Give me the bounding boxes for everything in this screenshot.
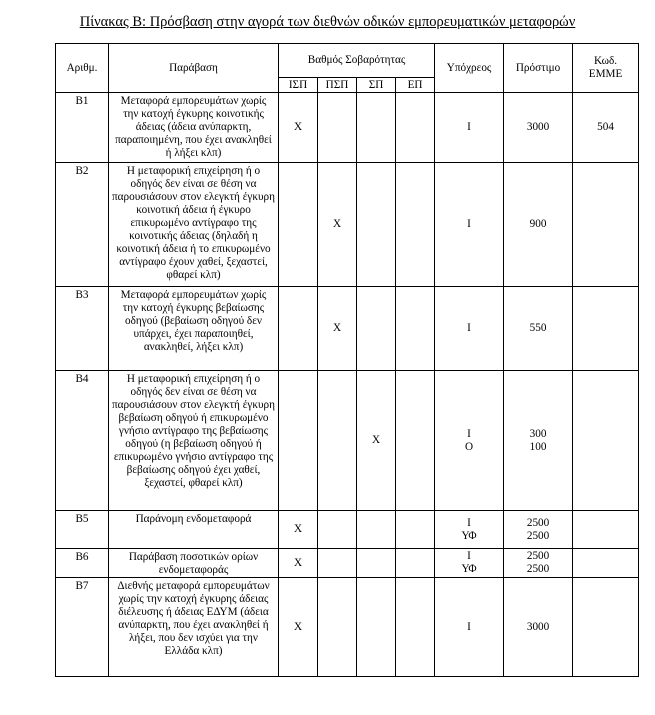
row-number: Β7	[56, 578, 109, 677]
row-violation: Διεθνής μεταφορά εμπορευμάτων χωρίς την κατοχή έγκυρης άδειας διέλευσης ή άδειας ΕΔΥΜ (άδεια ανύπαρκτη, που έχει ανακληθεί ή λήξει, που δεν ισχύει για την Ελλάδα κλπ)	[109, 578, 279, 677]
table-row	[56, 93, 639, 163]
row-fine-value: 300	[529, 427, 547, 440]
header-psp: ΠΣΠ	[318, 78, 357, 93]
row-fine-value: 3000	[526, 121, 550, 133]
row-ep-mark	[396, 511, 435, 549]
row-sp-mark	[357, 287, 396, 371]
row-number: Β6	[56, 549, 109, 578]
table-row	[56, 287, 639, 371]
row-number: Β5	[56, 511, 109, 549]
row-violation: Μεταφορά εμπορευμάτων χωρίς την κατοχή έγκυρης κοινοτικής άδειας (άδεια ανύπαρκτη, παραποιημένη, που έχει ανακληθεί ή λήξει κλπ)	[109, 93, 279, 163]
row-isp-mark	[279, 371, 318, 511]
row-fine	[504, 511, 573, 549]
header-sp: ΣΠ	[357, 78, 396, 93]
row-psp-mark	[318, 511, 357, 549]
row-psp-mark: Χ	[318, 163, 357, 287]
row-fine-value: 2500	[526, 563, 550, 575]
row-obligated	[435, 549, 504, 578]
row-ep-mark	[396, 578, 435, 677]
row-code	[573, 163, 639, 287]
header-isp: ΙΣΠ	[279, 78, 318, 93]
row-obligated	[435, 163, 504, 287]
row-fine	[504, 371, 573, 511]
table-row	[56, 371, 639, 511]
header-obligated: Υπόχρεος	[435, 44, 504, 93]
row-ep-mark	[396, 549, 435, 578]
row-fine	[504, 287, 573, 371]
row-ep-mark	[396, 93, 435, 163]
header-fine: Πρόστιμο	[504, 44, 573, 93]
row-code	[573, 371, 639, 511]
row-isp-mark: Χ	[279, 549, 318, 578]
row-code	[573, 549, 639, 578]
row-ep-mark	[396, 163, 435, 287]
document-title: Πίνακας Β: Πρόσβαση στην αγορά των διεθνών οδικών εμπορευματικών μεταφορών	[79, 14, 576, 30]
row-obligated	[435, 511, 504, 549]
row-code	[573, 578, 639, 677]
row-fine-value: 550	[529, 322, 547, 334]
header-ep: ΕΠ	[396, 78, 435, 93]
table-row	[56, 511, 639, 549]
row-psp-mark	[318, 578, 357, 677]
header-code: Κωδ. ΕΜΜΕ	[573, 44, 639, 93]
row-violation: Παράνομη ενδομεταφορά	[109, 511, 279, 549]
row-obligated-value: Ο	[465, 440, 474, 453]
row-number: Β1	[56, 93, 109, 163]
row-fine-value: 2500	[526, 529, 550, 542]
row-code	[573, 287, 639, 371]
row-isp-mark: Χ	[279, 578, 318, 677]
row-violation: Μεταφορά εμπορευμάτων χωρίς την κατοχή έγκυρης βεβαίωσης οδηγού (βεβαίωση οδηγού δεν υπάρχει, έχει παραποιηθεί, ανακληθεί, λήξει κλπ)	[109, 287, 279, 371]
row-obligated-value: Ι	[467, 516, 471, 529]
row-fine	[504, 549, 573, 578]
row-sp-mark	[357, 163, 396, 287]
row-psp-mark	[318, 371, 357, 511]
row-obligated-value: Ι	[467, 322, 471, 334]
row-psp-mark: Χ	[318, 287, 357, 371]
row-fine	[504, 578, 573, 677]
row-sp-mark	[357, 511, 396, 549]
row-sp-mark	[357, 93, 396, 163]
header-violation: Παράβαση	[109, 44, 279, 93]
row-fine	[504, 163, 573, 287]
row-sp-mark: Χ	[357, 371, 396, 511]
row-obligated-value: Ι	[467, 121, 471, 133]
row-isp-mark	[279, 163, 318, 287]
row-obligated	[435, 578, 504, 677]
row-violation: Η μεταφορική επιχείρηση ή ο οδηγός δεν είναι σε θέση να παρουσιάσουν στον ελεγκτή έγκυρη βεβαίωση οδηγού ή επικυρωμένο γνήσιο αντίγραφο της βεβαίωσης οδηγού (η βεβαίωση οδηγού ή επικυρωμένο γνήσιο αντίγραφο της βεβαίωσης οδηγού έχει χαθεί, ξεχαστεί, φθαρεί κλπ)	[109, 371, 279, 511]
row-number: Β2	[56, 163, 109, 287]
row-fine	[504, 93, 573, 163]
row-isp-mark: Χ	[279, 93, 318, 163]
row-obligated-value: ΥΦ	[461, 529, 477, 542]
row-obligated	[435, 93, 504, 163]
row-obligated-value: Ι	[467, 620, 471, 633]
header-row	[56, 44, 639, 78]
row-sp-mark	[357, 549, 396, 578]
table-row	[56, 549, 639, 578]
row-ep-mark	[396, 287, 435, 371]
row-ep-mark	[396, 371, 435, 511]
row-obligated	[435, 287, 504, 371]
row-obligated-value: Ι	[467, 427, 471, 440]
row-obligated-value: Ι	[467, 218, 471, 230]
table-row	[56, 578, 639, 677]
row-code	[573, 511, 639, 549]
row-violation: Η μεταφορική επιχείρηση ή ο οδηγός δεν είναι σε θέση να παρουσιάσουν στον ελεγκτή έγκυρη κοινοτική άδεια ή έγκυρο επικυρωμένο αντίγραφο της κοινοτικής άδειας (δηλαδή η κοινοτική άδεια ή το επικυρωμένο αντίγραφο έχουν χαθεί, ξεχαστεί, φθαρεί κλπ)	[109, 163, 279, 287]
header-severity: Βαθμός Σοβαρότητας	[279, 44, 435, 78]
row-number: Β3	[56, 287, 109, 371]
row-fine-value: 2500	[526, 550, 550, 562]
row-isp-mark: Χ	[279, 511, 318, 549]
row-number: Β4	[56, 371, 109, 511]
row-fine-value: 2500	[526, 516, 550, 529]
row-sp-mark	[357, 578, 396, 677]
row-violation: Παράβαση ποσοτικών ορίων ενδομεταφοράς	[109, 549, 279, 578]
header-number: Αριθμ.	[56, 44, 109, 93]
table-row	[56, 163, 639, 287]
row-fine-value: 100	[529, 440, 547, 453]
row-psp-mark	[318, 549, 357, 578]
violations-table	[55, 43, 639, 677]
row-fine-value: 3000	[526, 620, 550, 633]
row-obligated-value: Ι	[467, 550, 471, 562]
row-obligated-value: ΥΦ	[461, 563, 477, 575]
row-fine-value: 900	[529, 218, 547, 230]
row-isp-mark	[279, 287, 318, 371]
row-psp-mark	[318, 93, 357, 163]
row-obligated	[435, 371, 504, 511]
row-code: 504	[573, 93, 639, 163]
